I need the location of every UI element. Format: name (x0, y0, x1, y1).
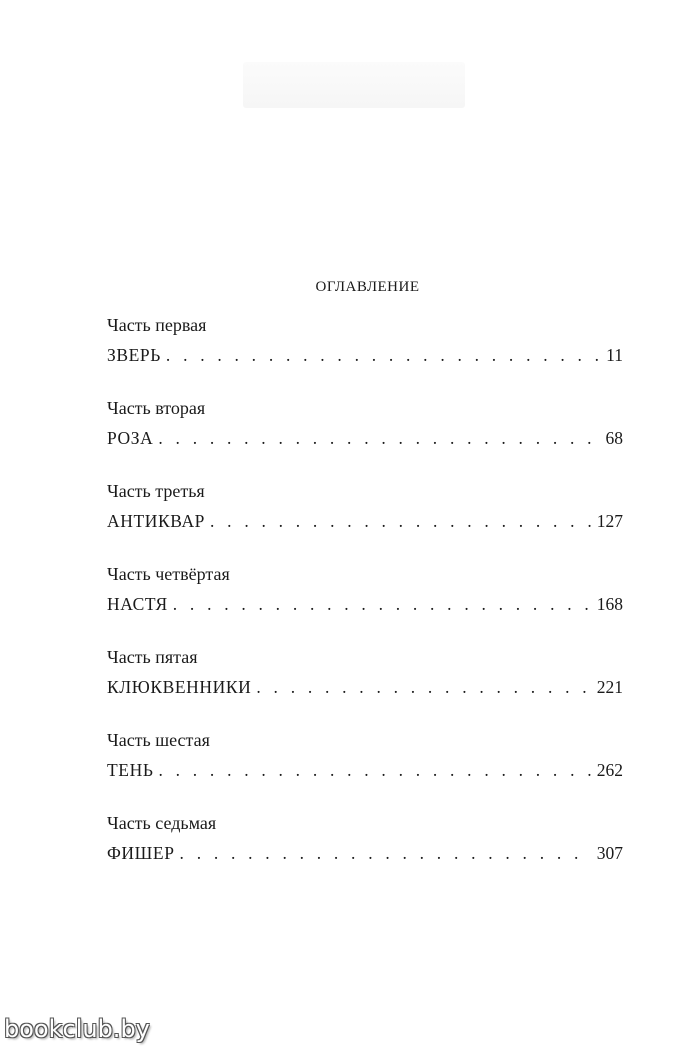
page-number: 127 (596, 511, 623, 531)
part-label: Часть четвёртая (107, 564, 230, 584)
part-label: Часть вторая (107, 398, 206, 418)
chapter-title: ТЕНЬ (107, 760, 154, 780)
chapter-line (107, 510, 623, 532)
dot-leader (210, 510, 592, 532)
chapter-line (107, 676, 623, 698)
dot-leader (180, 842, 592, 864)
toc-entry-3 (107, 480, 623, 563)
page-number: 68 (605, 428, 623, 448)
page-number: 11 (606, 345, 623, 365)
page-number: 262 (596, 760, 623, 780)
faint-header-mark (243, 62, 465, 108)
chapter-title: АНТИКВАР (107, 511, 206, 531)
dot-leader (166, 344, 601, 366)
dot-leader (173, 593, 592, 615)
toc-entry-5 (107, 646, 623, 729)
chapter-line (107, 427, 623, 449)
dot-leader (158, 759, 591, 781)
toc-entry-6 (107, 729, 623, 812)
watermark: bookclub.by (4, 1015, 150, 1043)
chapter-line (107, 593, 623, 615)
chapter-title: РОЗА (107, 428, 154, 448)
chapter-line (107, 344, 623, 366)
toc-entry-2 (107, 397, 623, 480)
page-number: 307 (596, 843, 623, 863)
chapter-line (107, 759, 623, 781)
chapter-title: ЗВЕРЬ (107, 345, 161, 365)
dot-leader (256, 676, 591, 698)
chapter-title: ФИШЕР (107, 843, 175, 863)
toc-entry-7 (107, 812, 623, 895)
toc-heading: оглавление (315, 272, 420, 296)
toc-entry-1 (107, 314, 623, 397)
toc-entry-4 (107, 563, 623, 646)
part-label: Часть третья (107, 481, 205, 501)
part-label: Часть первая (107, 315, 207, 335)
page-number: 168 (596, 594, 623, 614)
page-number: 221 (596, 677, 623, 697)
chapter-title: НАСТЯ (107, 594, 168, 614)
part-label: Часть пятая (107, 647, 198, 667)
chapter-title: КЛЮКВЕННИКИ (107, 677, 252, 697)
dot-leader (158, 427, 600, 449)
part-label: Часть шестая (107, 730, 210, 750)
toc-list (107, 314, 623, 895)
chapter-line (107, 842, 623, 864)
part-label: Часть седьмая (107, 813, 217, 833)
